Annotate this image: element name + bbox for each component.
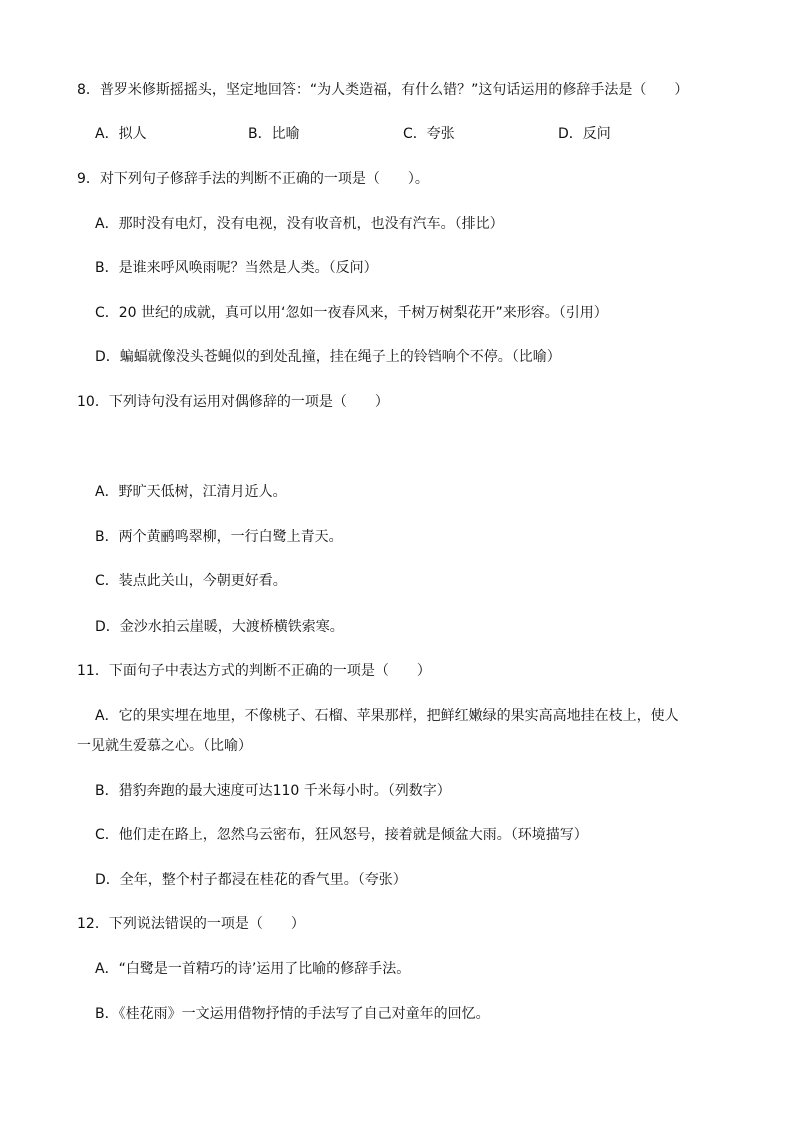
question-10-stem: 10．下列诗句没有运用对偶修辞的一项是（ ）	[77, 394, 389, 410]
question-11-option-b: B．猎豹奔跑的最大速度可达110 千米每小时。（列数字）	[95, 783, 451, 799]
question-8-stem: 8．普罗米修斯摇摇头，坚定地回答：“为人类造福，有什么错？”这句话运用的修辞手法是（ ）	[77, 82, 689, 98]
question-11-option-a-line2: 一见就生爱慕之心。（比喻）	[77, 738, 252, 754]
question-10-option-a: A．野旷天低树，江清月近人。	[95, 484, 287, 500]
question-11-stem: 11．下面句子中表达方式的判断不正确的一项是（ ）	[77, 663, 431, 679]
question-12-option-a: A．“白鹭是一首精巧的诗’运用了比喻的修辞手法。	[95, 961, 411, 977]
question-9-option-c: C．20 世纪的成就，真可以用‘忽如一夜春风来，千树万树梨花开”来形容。（引用）	[95, 305, 608, 321]
question-12-stem: 12．下列说法错误的一项是（ ）	[77, 916, 305, 932]
question-10-option-b: B．两个黄鹂鸣翠柳，一行白鹭上青天。	[95, 529, 343, 545]
question-10-option-c: C．装点此关山，今朝更好看。	[95, 573, 287, 589]
question-11-option-d: D．全年，整个村子都浸在桂花的香气里。（夸张）	[95, 872, 407, 888]
question-9-stem: 9．对下列句子修辞手法的判断不正确的一项是（ ）。	[77, 171, 429, 187]
question-8-option-d: D．反问	[558, 126, 611, 142]
question-9-option-a: A．那时没有电灯，没有电视，没有收音机，也没有汽车。（排比）	[95, 216, 504, 232]
question-9-option-d: D．蝙蝠就像没头苍蝇似的到处乱撞，挂在绳子上的铃铛响个不停。（比喻）	[95, 349, 561, 365]
question-11-option-c: C．他们走在路上，忽然乌云密布，狂风怒号，接着就是倾盆大雨。（环境描写）	[95, 827, 588, 843]
question-8-option-b: B．比喻	[248, 126, 300, 142]
question-8-option-c: C．夸张	[403, 126, 455, 142]
question-11-option-a-line1: A．它的果实埋在地里，不像桃子、石榴、苹果那样，把鲜红嫩绿的果实高高地挂在枝上，使人	[95, 708, 679, 724]
question-10-option-d: D．金沙水拍云崖暖，大渡桥横铁索寒。	[95, 619, 344, 635]
question-12-option-b: B．《桂花雨》一文运用借物抒情的手法写了自己对童年的回忆。	[95, 1006, 490, 1022]
question-9-option-b: B．是谁来呼风唤雨呢？当然是人类。（反问）	[95, 260, 378, 276]
question-8-options	[0, 124, 794, 146]
question-8-option-a: A．拟人	[95, 126, 147, 142]
